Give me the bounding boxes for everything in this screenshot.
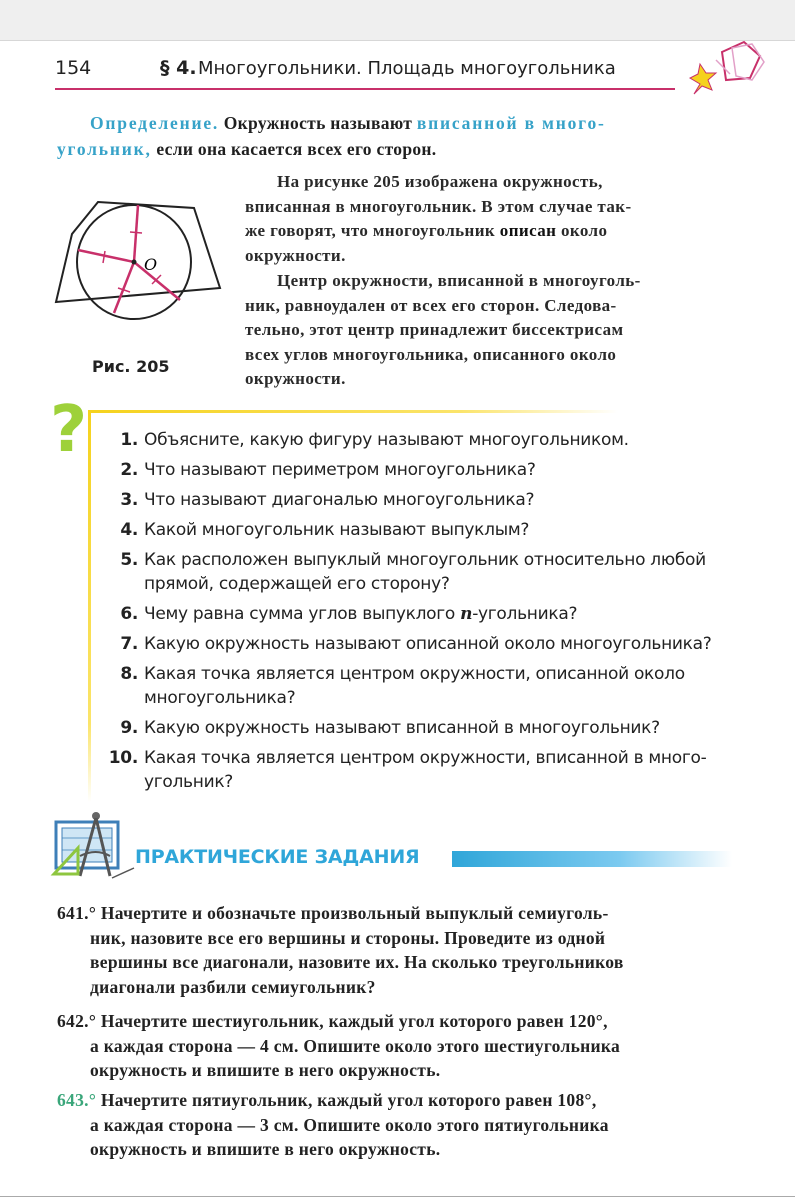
- question-item: 8. Какая точка является центром окружности, описанной около многоугольника?: [120, 664, 685, 708]
- question-mark-icon: ?: [50, 393, 88, 467]
- definition-block: [57, 110, 747, 162]
- paragraph-2-line-2: ник, равноудален от всех его сторон. Следова-: [245, 295, 617, 315]
- practical-tasks-title: ПРАКТИЧЕСКИЕ ЗАДАНИЯ: [135, 846, 420, 868]
- review-questions: [100, 428, 750, 800]
- page-bottom-edge: [0, 1196, 795, 1197]
- paragraph-1-line-2: вписанная в многоугольник. В этом случае так-: [245, 196, 632, 216]
- question-item: 10. Какая точка является центром окружности, вписанной в много- угольник?: [108, 748, 707, 792]
- viewer-top-bar: [0, 0, 795, 41]
- section-number: § 4.: [160, 57, 197, 79]
- tick-2: [103, 251, 105, 263]
- question-item: 6. Чему равна сумма углов выпуклого n-угольника?: [120, 604, 578, 624]
- paragraph-1-line-1: На рисунке 205 изображена окружность,: [277, 172, 603, 191]
- definition-label: Определение.: [90, 113, 220, 133]
- definition-text-b: если она касается всех его сторон.: [156, 139, 437, 159]
- task-number: 641.°: [57, 903, 97, 923]
- corner-decoration-icon: [660, 40, 795, 100]
- question-item: 7. Какую окружность называют описанной около многоугольника?: [120, 634, 712, 654]
- tick-1: [130, 232, 142, 233]
- paragraph-1-line-4: окружности.: [245, 245, 346, 265]
- figure-205: [52, 192, 232, 322]
- paragraph-2-line-5: окружности.: [245, 369, 346, 388]
- section-title: Многоугольники. Площадь многоугольника: [198, 58, 616, 79]
- paragraph-2-line-3: тельно, этот центр принадлежит биссектрисам: [245, 320, 624, 339]
- questions-top-bar: [88, 410, 618, 413]
- center-point: [132, 260, 137, 265]
- question-item: 3. Что называют диагональю многоугольника?: [120, 490, 535, 510]
- paragraph-1: [245, 170, 745, 268]
- paragraph-1-line-3: же говорят, что многоугольник описан около: [245, 221, 608, 240]
- questions-side-bar: [88, 410, 91, 802]
- paragraph-2-line-4: всех углов многоугольника, описанного около: [245, 344, 617, 364]
- task-643: 643.° Начертите пятиугольник, каждый угол которого равен 108°, а каждая сторона — 3 см. Опишите около этого пятиугольника окружность и впишите в него окружность.: [57, 1090, 609, 1159]
- paragraph-2-line-1: Центр окружности, вписанной в многоуголь-: [277, 271, 641, 290]
- paragraph-2: [245, 269, 745, 392]
- question-item: 5. Как расположен выпуклый многоугольник относительно любой прямой, содержащей его сторону?: [120, 550, 706, 594]
- task-number: 643.°: [57, 1090, 97, 1110]
- practical-tasks-bar: [452, 851, 732, 867]
- radius-1: [134, 205, 138, 262]
- definition-term-a: вписанной в много-: [416, 113, 606, 133]
- center-label: O: [144, 255, 158, 274]
- task-number: 642.°: [57, 1011, 97, 1031]
- radius-3: [114, 262, 134, 313]
- page-header: [55, 57, 715, 87]
- definition-text-a: Окружность называют: [223, 113, 413, 133]
- task-642: 642.° Начертите шестиугольник, каждый угол которого равен 120°, а каждая сторона — 4 см. Опишите около этого шестиугольника окружность и впишите в него окружность.: [57, 1011, 621, 1080]
- question-item: 9. Какую окружность называют вписанной в многоугольник?: [120, 718, 660, 738]
- radius-2: [78, 250, 134, 262]
- compass-ruler-icon: [50, 808, 140, 888]
- question-item: 1. Объясните, какую фигуру называют многоугольником.: [120, 430, 629, 450]
- page-number: 154: [55, 57, 92, 79]
- task-641: 641.° Начертите и обозначьте произвольный выпуклый семиуголь- ник, назовите все его вершины и стороны. Проведите из одной вершины все диагонали, назовите их. На сколько треугольников диагонали разбили семиугольник?: [57, 903, 624, 997]
- question-item: 4. Какой многоугольник называют выпуклым?: [120, 520, 530, 540]
- header-rule: [55, 88, 675, 90]
- question-item: 2. Что называют периметром многоугольника?: [120, 460, 536, 480]
- figure-caption: Рис. 205: [92, 357, 170, 376]
- definition-term-b: угольник,: [57, 139, 152, 159]
